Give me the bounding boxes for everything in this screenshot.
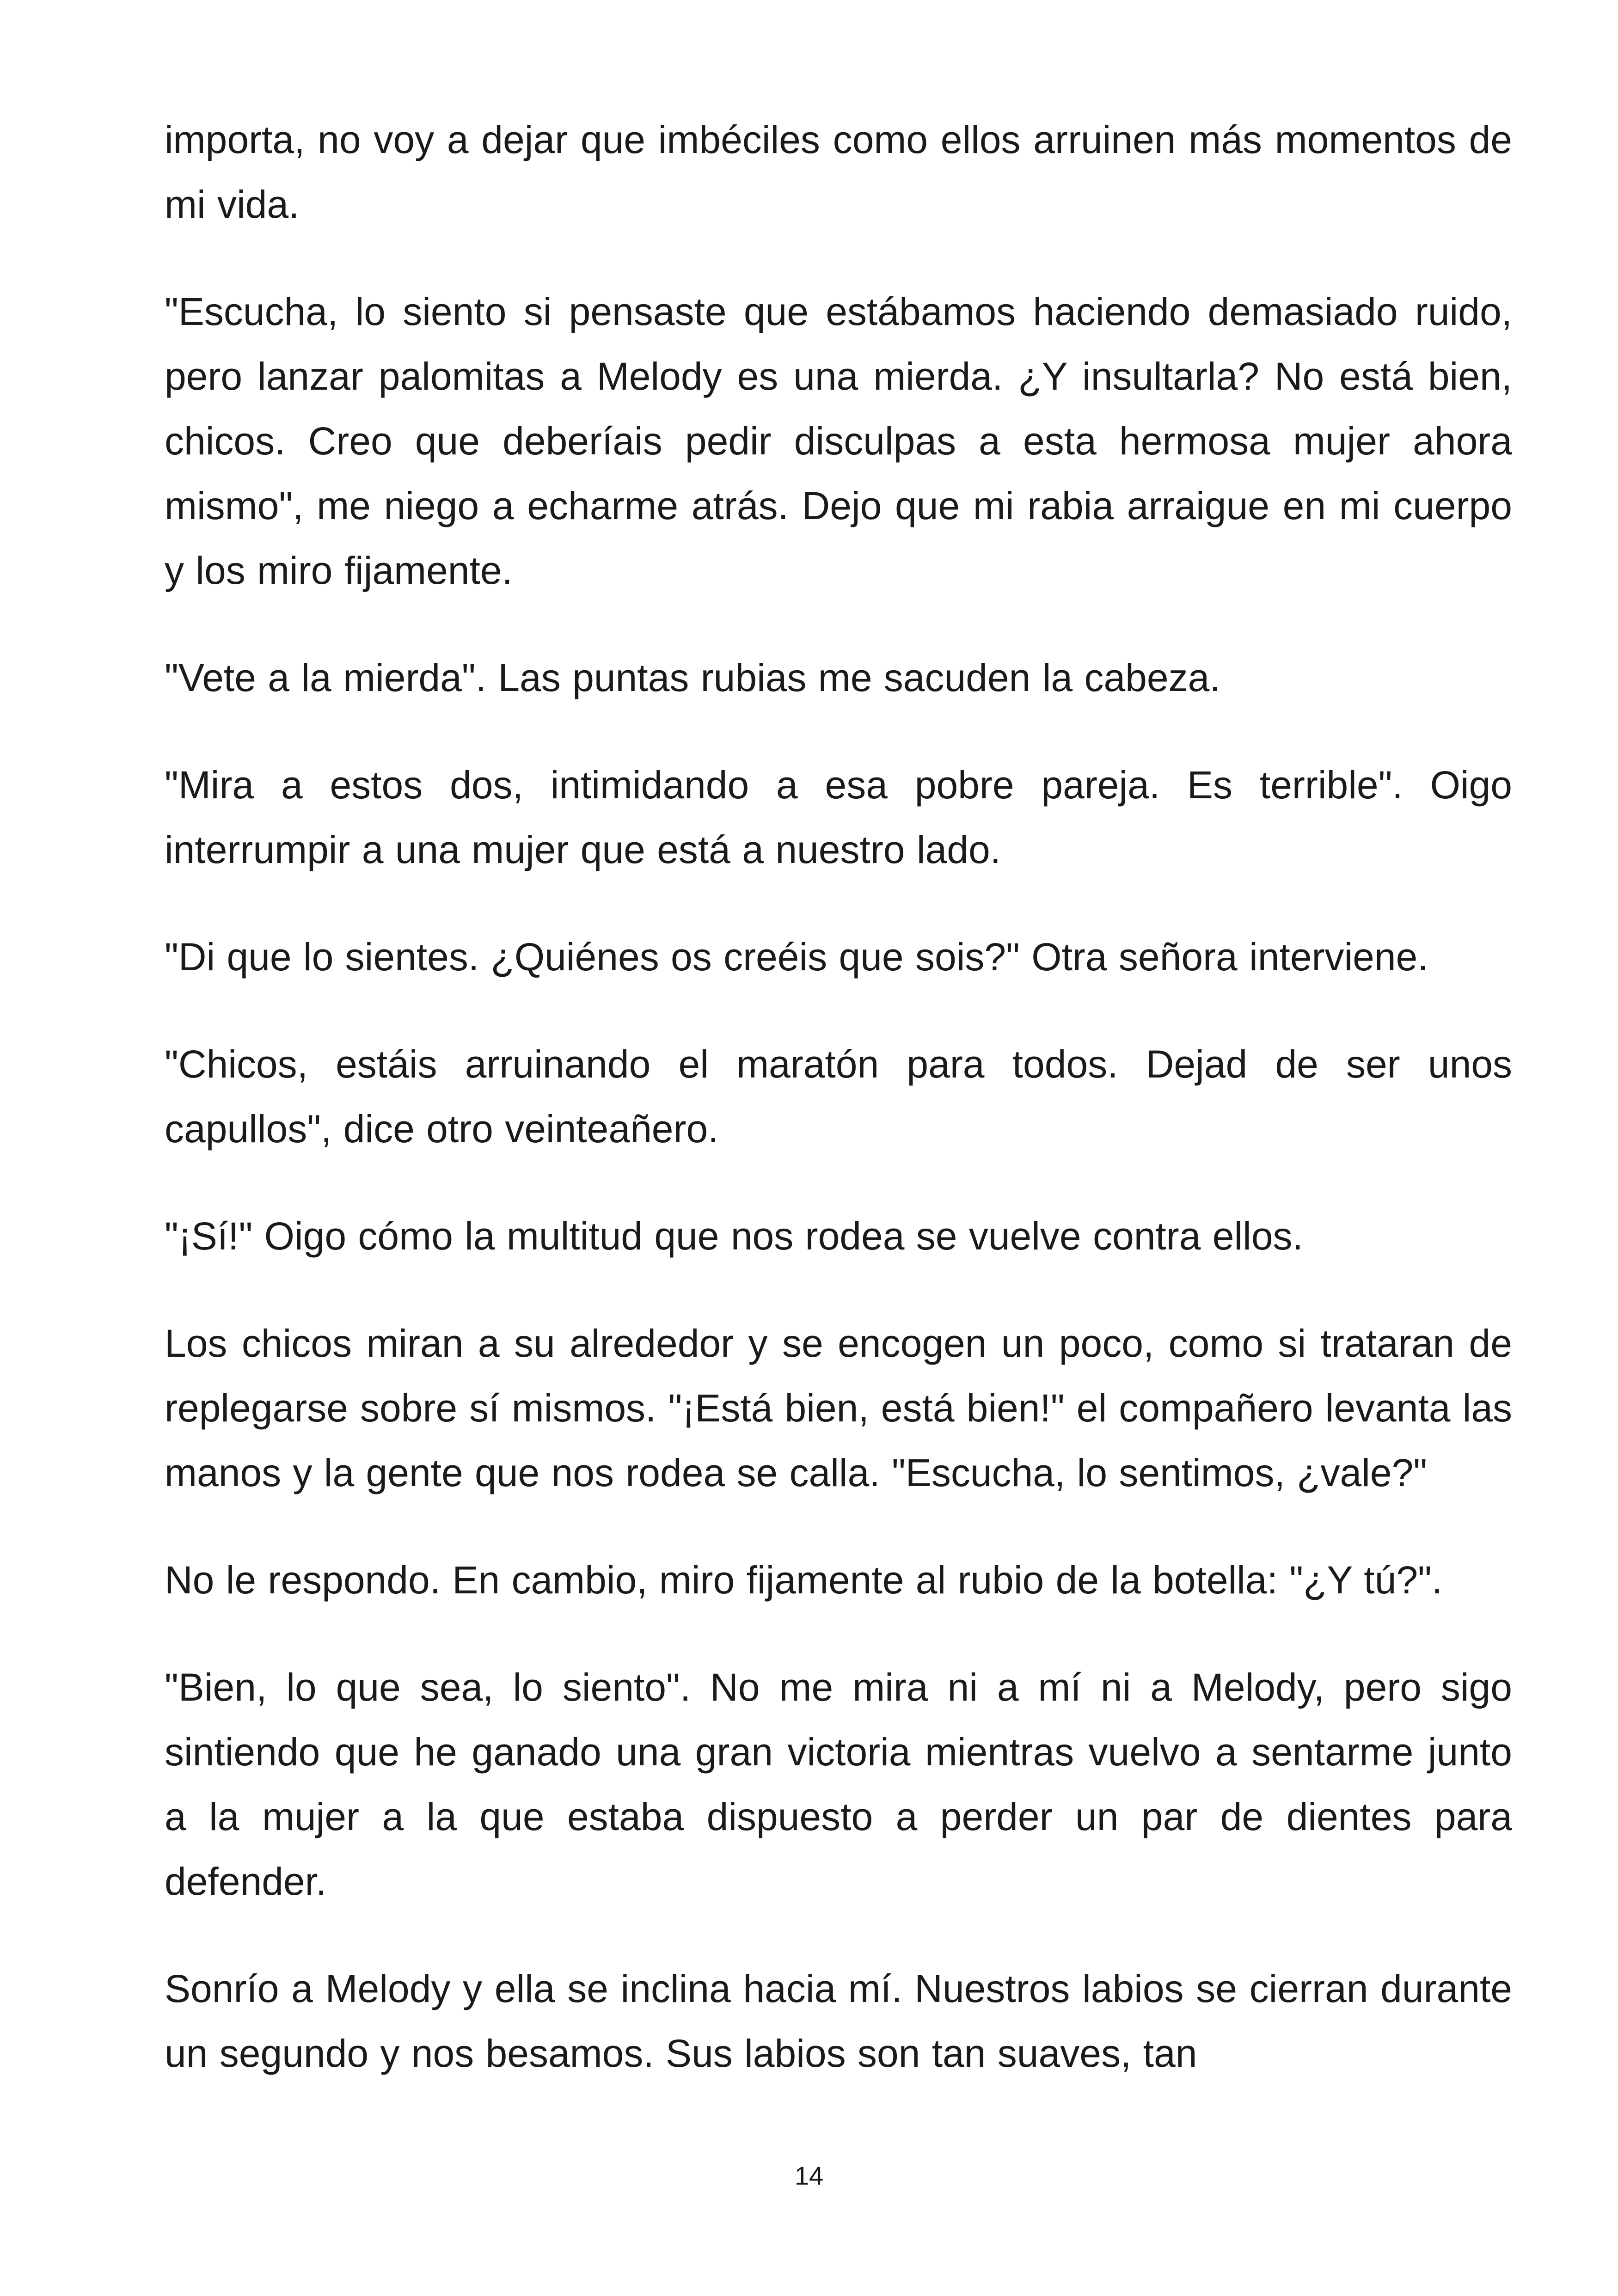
paragraph: "Di que lo sientes. ¿Quiénes os creéis que sois?" Otra señora interviene. bbox=[165, 935, 1428, 979]
paragraph: Sonrío a Melody y ella se inclina hacia mí. Nuestros labios se cierran durante un segundo y nos besamos. Sus labios son tan suaves, tan bbox=[165, 1967, 1512, 2075]
paragraph: importa, no voy a dejar que imbéciles como ellos arruinen más momentos de mi vida. bbox=[165, 118, 1512, 226]
paragraph: Los chicos miran a su alrededor y se encogen un poco, como si trataran de replegarse sobre sí mismos. "¡Está bien, está bien!" el compañero levanta las manos y la gente que nos rodea se calla. "Escucha, lo sentimos, ¿vale?" bbox=[165, 1322, 1512, 1494]
paragraph: "Mira a estos dos, intimidando a esa pobre pareja. Es terrible". Oigo interrumpir a una mujer que está a nuestro lado. bbox=[165, 763, 1512, 871]
paragraph: "Chicos, estáis arruinando el maratón para todos. Dejad de ser unos capullos", dice otro veinteañero. bbox=[165, 1042, 1512, 1151]
paragraph: "¡Sí!" Oigo cómo la multitud que nos rodea se vuelve contra ellos. bbox=[165, 1214, 1303, 1258]
paragraph: "Escucha, lo siento si pensaste que estábamos haciendo demasiado ruido, pero lanzar palomitas a Melody es una mierda. ¿Y insultarla? No está bien, chicos. Creo que deberíais pedir disculpas a esta hermosa mujer ahora mismo", me niego a echarme atrás. Dejo que mi rabia arraigue en mi cuerpo y los miro fijamente. bbox=[165, 290, 1512, 592]
page-number: 14 bbox=[794, 2161, 824, 2190]
paragraph: "Vete a la mierda". Las puntas rubias me sacuden la cabeza. bbox=[165, 656, 1220, 699]
body-text bbox=[165, 107, 1512, 2128]
paragraph: "Bien, lo que sea, lo siento". No me mira ni a mí ni a Melody, pero sigo sintiendo que he ganado una gran victoria mientras vuelvo a sentarme junto a la mujer a la que estaba dispuesto a perder un par de dientes para defender. bbox=[165, 1665, 1512, 1903]
paragraph: No le respondo. En cambio, miro fijamente al rubio de la botella: "¿Y tú?". bbox=[165, 1558, 1443, 1602]
